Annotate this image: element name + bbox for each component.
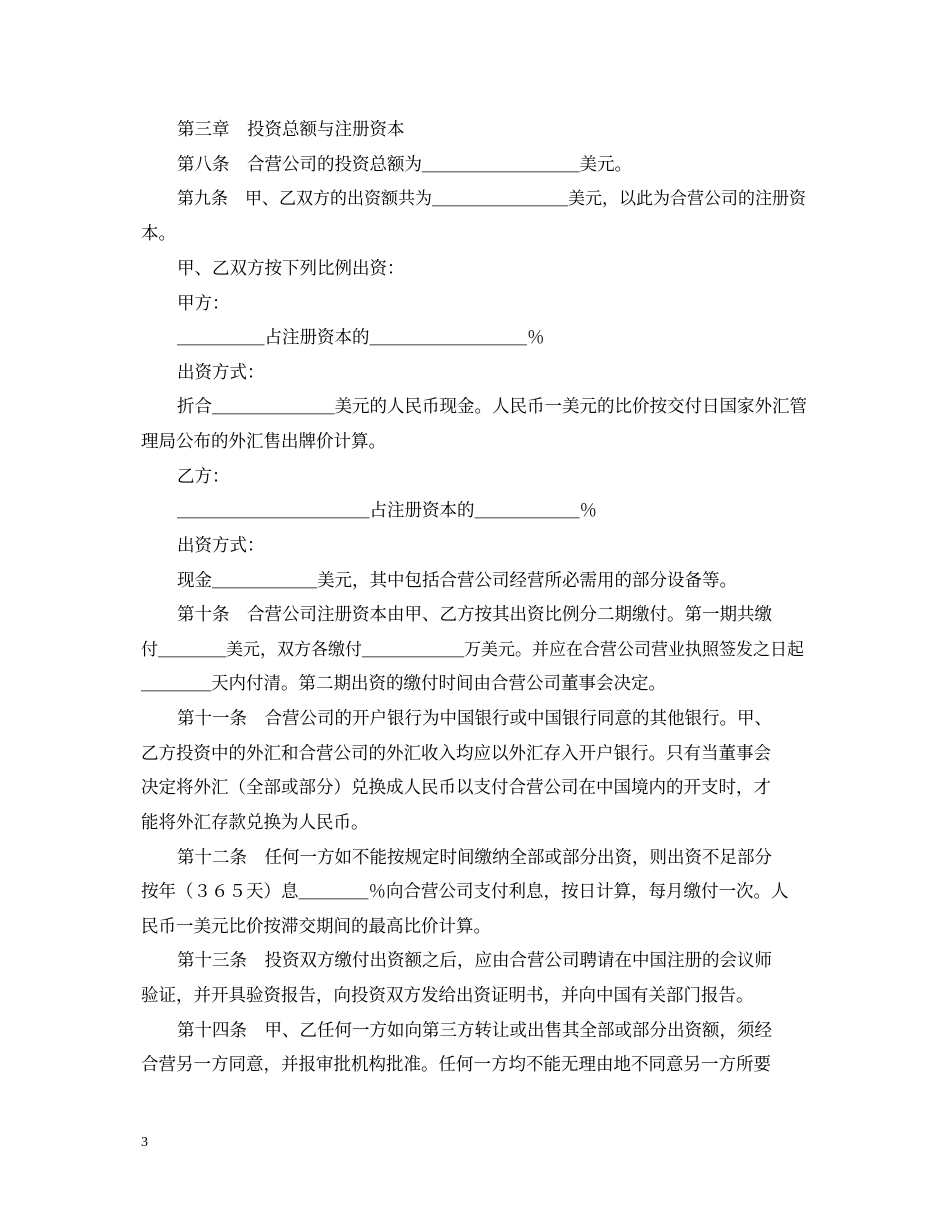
party-b-method: 现金＿＿＿＿＿＿美元，其中包括合营公司经营所必需用的部分设备等。 — [177, 571, 737, 591]
article-12-line-2: 按年（３６５天）息＿＿＿＿％向合营公司支付利息，按日计算，每月缴付一次。人 — [141, 882, 789, 902]
party-b-method-heading: 出资方式： — [177, 536, 265, 556]
article-14-line-1: 第十四条 甲、乙任何一方如向第三方转让或出售其全部或部分出资额，须经 — [177, 1021, 772, 1041]
article-14-line-2: 合营另一方同意，并报审批机构批准。任何一方均不能无理由地不同意另一方所要 — [141, 1055, 771, 1075]
party-a-heading: 甲方： — [177, 294, 230, 314]
article-12-line-1: 第十二条 任何一方如不能按规定时间缴纳全部或部分出资，则出资不足部分 — [177, 848, 772, 868]
article-11-line-4: 能将外汇存款兑换为人民币。 — [141, 813, 369, 833]
article-12-line-3: 民币一美元比价按滞交期间的最高比价计算。 — [141, 917, 491, 937]
party-b-heading: 乙方： — [177, 467, 230, 487]
party-a-method-line-2: 理局公布的外汇售出牌价计算。 — [141, 432, 386, 452]
chapter-heading: 第三章 投资总额与注册资本 — [177, 120, 405, 140]
contribution-ratio-intro: 甲、乙双方按下列比例出资： — [177, 259, 405, 279]
article-9-line-2: 本。 — [141, 224, 176, 244]
article-13-line-1: 第十三条 投资双方缴付出资额之后，应由合营公司聘请在中国注册的会议师 — [177, 951, 772, 971]
party-a-method-heading: 出资方式： — [177, 363, 265, 383]
article-11-line-3: 决定将外汇（全部或部分）兑换成人民币以支付合营公司在中国境内的开支时，才 — [141, 778, 771, 798]
article-9-line-1: 第九条 甲、乙双方的出资额共为＿＿＿＿＿＿＿＿美元，以此为合营公司的注册资 — [177, 189, 806, 209]
page-number: 3 — [141, 1135, 148, 1150]
article-8: 第八条 合营公司的投资总额为＿＿＿＿＿＿＿＿＿美元。 — [177, 155, 632, 175]
article-11-line-2: 乙方投资中的外汇和合营公司的外汇收入均应以外汇存入开户银行。只有当董事会 — [141, 744, 771, 764]
party-a-method-line-1: 折合＿＿＿＿＿＿＿美元的人民币现金。人民币一美元的比价按交付日国家外汇管 — [177, 397, 807, 417]
article-11-line-1: 第十一条 合营公司的开户银行为中国银行或中国银行同意的其他银行。甲、 — [177, 709, 772, 729]
party-b-share: ＿＿＿＿＿＿＿＿＿＿＿占注册资本的＿＿＿＿＿＿％ — [177, 501, 597, 521]
article-10-line-2: 付＿＿＿＿美元，双方各缴付＿＿＿＿＿＿万美元。并应在合营公司营业执照签发之日起 — [141, 640, 804, 660]
party-a-share: ＿＿＿＿＿占注册资本的＿＿＿＿＿＿＿＿＿％ — [177, 328, 545, 348]
article-13-line-2: 验证，并开具验资报告，向投资双方发给出资证明书，并向中国有关部门报告。 — [141, 986, 754, 1006]
article-10-line-3: ＿＿＿＿天内付清。第二期出资的缴付时间由合营公司董事会决定。 — [141, 674, 666, 694]
article-10-line-1: 第十条 合营公司注册资本由甲、乙方按其出资比例分二期缴付。第一期共缴 — [177, 605, 772, 625]
